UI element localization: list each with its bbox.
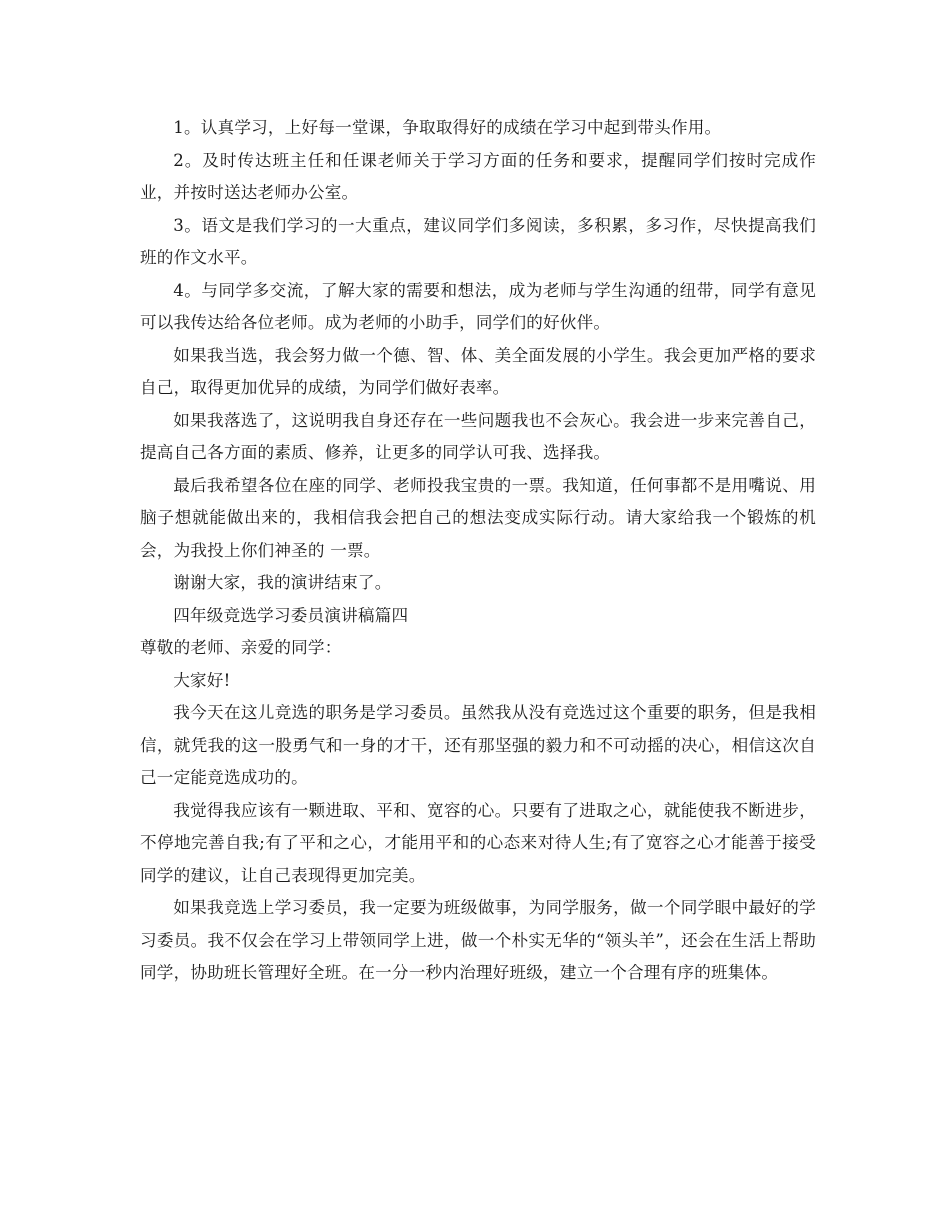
document-body [140,112,816,990]
paragraph-if-not-elected: 如果我落选了，这说明我自身还存在一些问题我也不会灰心。我会进一步来完善自己，提高自己各方面的素质、修养，让更多的同学认可我、选择我。 [140,410,816,462]
paragraph-position-intro: 我今天在这儿竞选的职务是学习委员。虽然我从没有竞选过这个重要的职务，但是我相信，就凭我的这一股勇气和一身的才干，还有那坚强的毅力和不可动摇的决心，相信这次自己一定能竞选成功的。 [140,703,816,787]
paragraph-item-1: 1。认真学习，上好每一堂课，争取取得好的成绩在学习中起到带头作用。 [173,118,722,137]
section-heading: 四年级竞选学习委员演讲稿篇四 [173,605,409,625]
paragraph-thanks: 谢谢大家，我的演讲结束了。 [173,573,392,592]
paragraph-item-4: 4。与同学多交流，了解大家的需要和想法，成为老师与学生沟通的纽带，同学有意见可以我传达给各位老师。成为老师的小助手，同学们的好伙伴。 [140,280,816,332]
greeting: 大家好! [173,670,231,690]
paragraph-closing-appeal: 最后我希望各位在座的同学、老师投我宝贵的一票。我知道，任何事都不是用嘴说、用脑子想就能做出来的，我相信我会把自己的想法变成实际行动。请大家给我一个锻炼的机会，为我投上你们神圣的 一票。 [140,475,816,560]
paragraph-item-2: 2。及时传达班主任和任课老师关于学习方面的任务和要求，提醒同学们按时完成作业，并按时送达老师办公室。 [140,150,816,202]
paragraph-qualities: 我觉得我应该有一颗进取、平和、宽容的心。只要有了进取之心，就能使我不断进步，不停地完善自我;有了平和之心，才能用平和的心态来对待人生;有了宽容之心才能善于接受同学的建议，让自己表现得更加完美。 [140,800,816,885]
paragraph-commitment: 如果我竞选上学习委员，我一定要为班级做事，为同学服务，做一个同学眼中最好的学习委员。我不仅会在学习上带领同学上进，做一个朴实无华的“领头羊”，还会在生活上帮助同学，协助班长管理好全班。在一分一秒内治理好班级，建立一个合理有序的班集体。 [140,898,816,982]
salutation: 尊敬的老师、亲爱的同学： [140,638,342,657]
paragraph-if-elected: 如果我当选，我会努力做一个德、智、体、美全面发展的小学生。我会更加严格的要求自己，取得更加优异的成绩，为同学们做好表率。 [140,345,816,397]
paragraph-item-3: 3。语文是我们学习的一大重点，建议同学们多阅读，多积累，多习作，尽快提高我们班的作文水平。 [140,215,816,267]
